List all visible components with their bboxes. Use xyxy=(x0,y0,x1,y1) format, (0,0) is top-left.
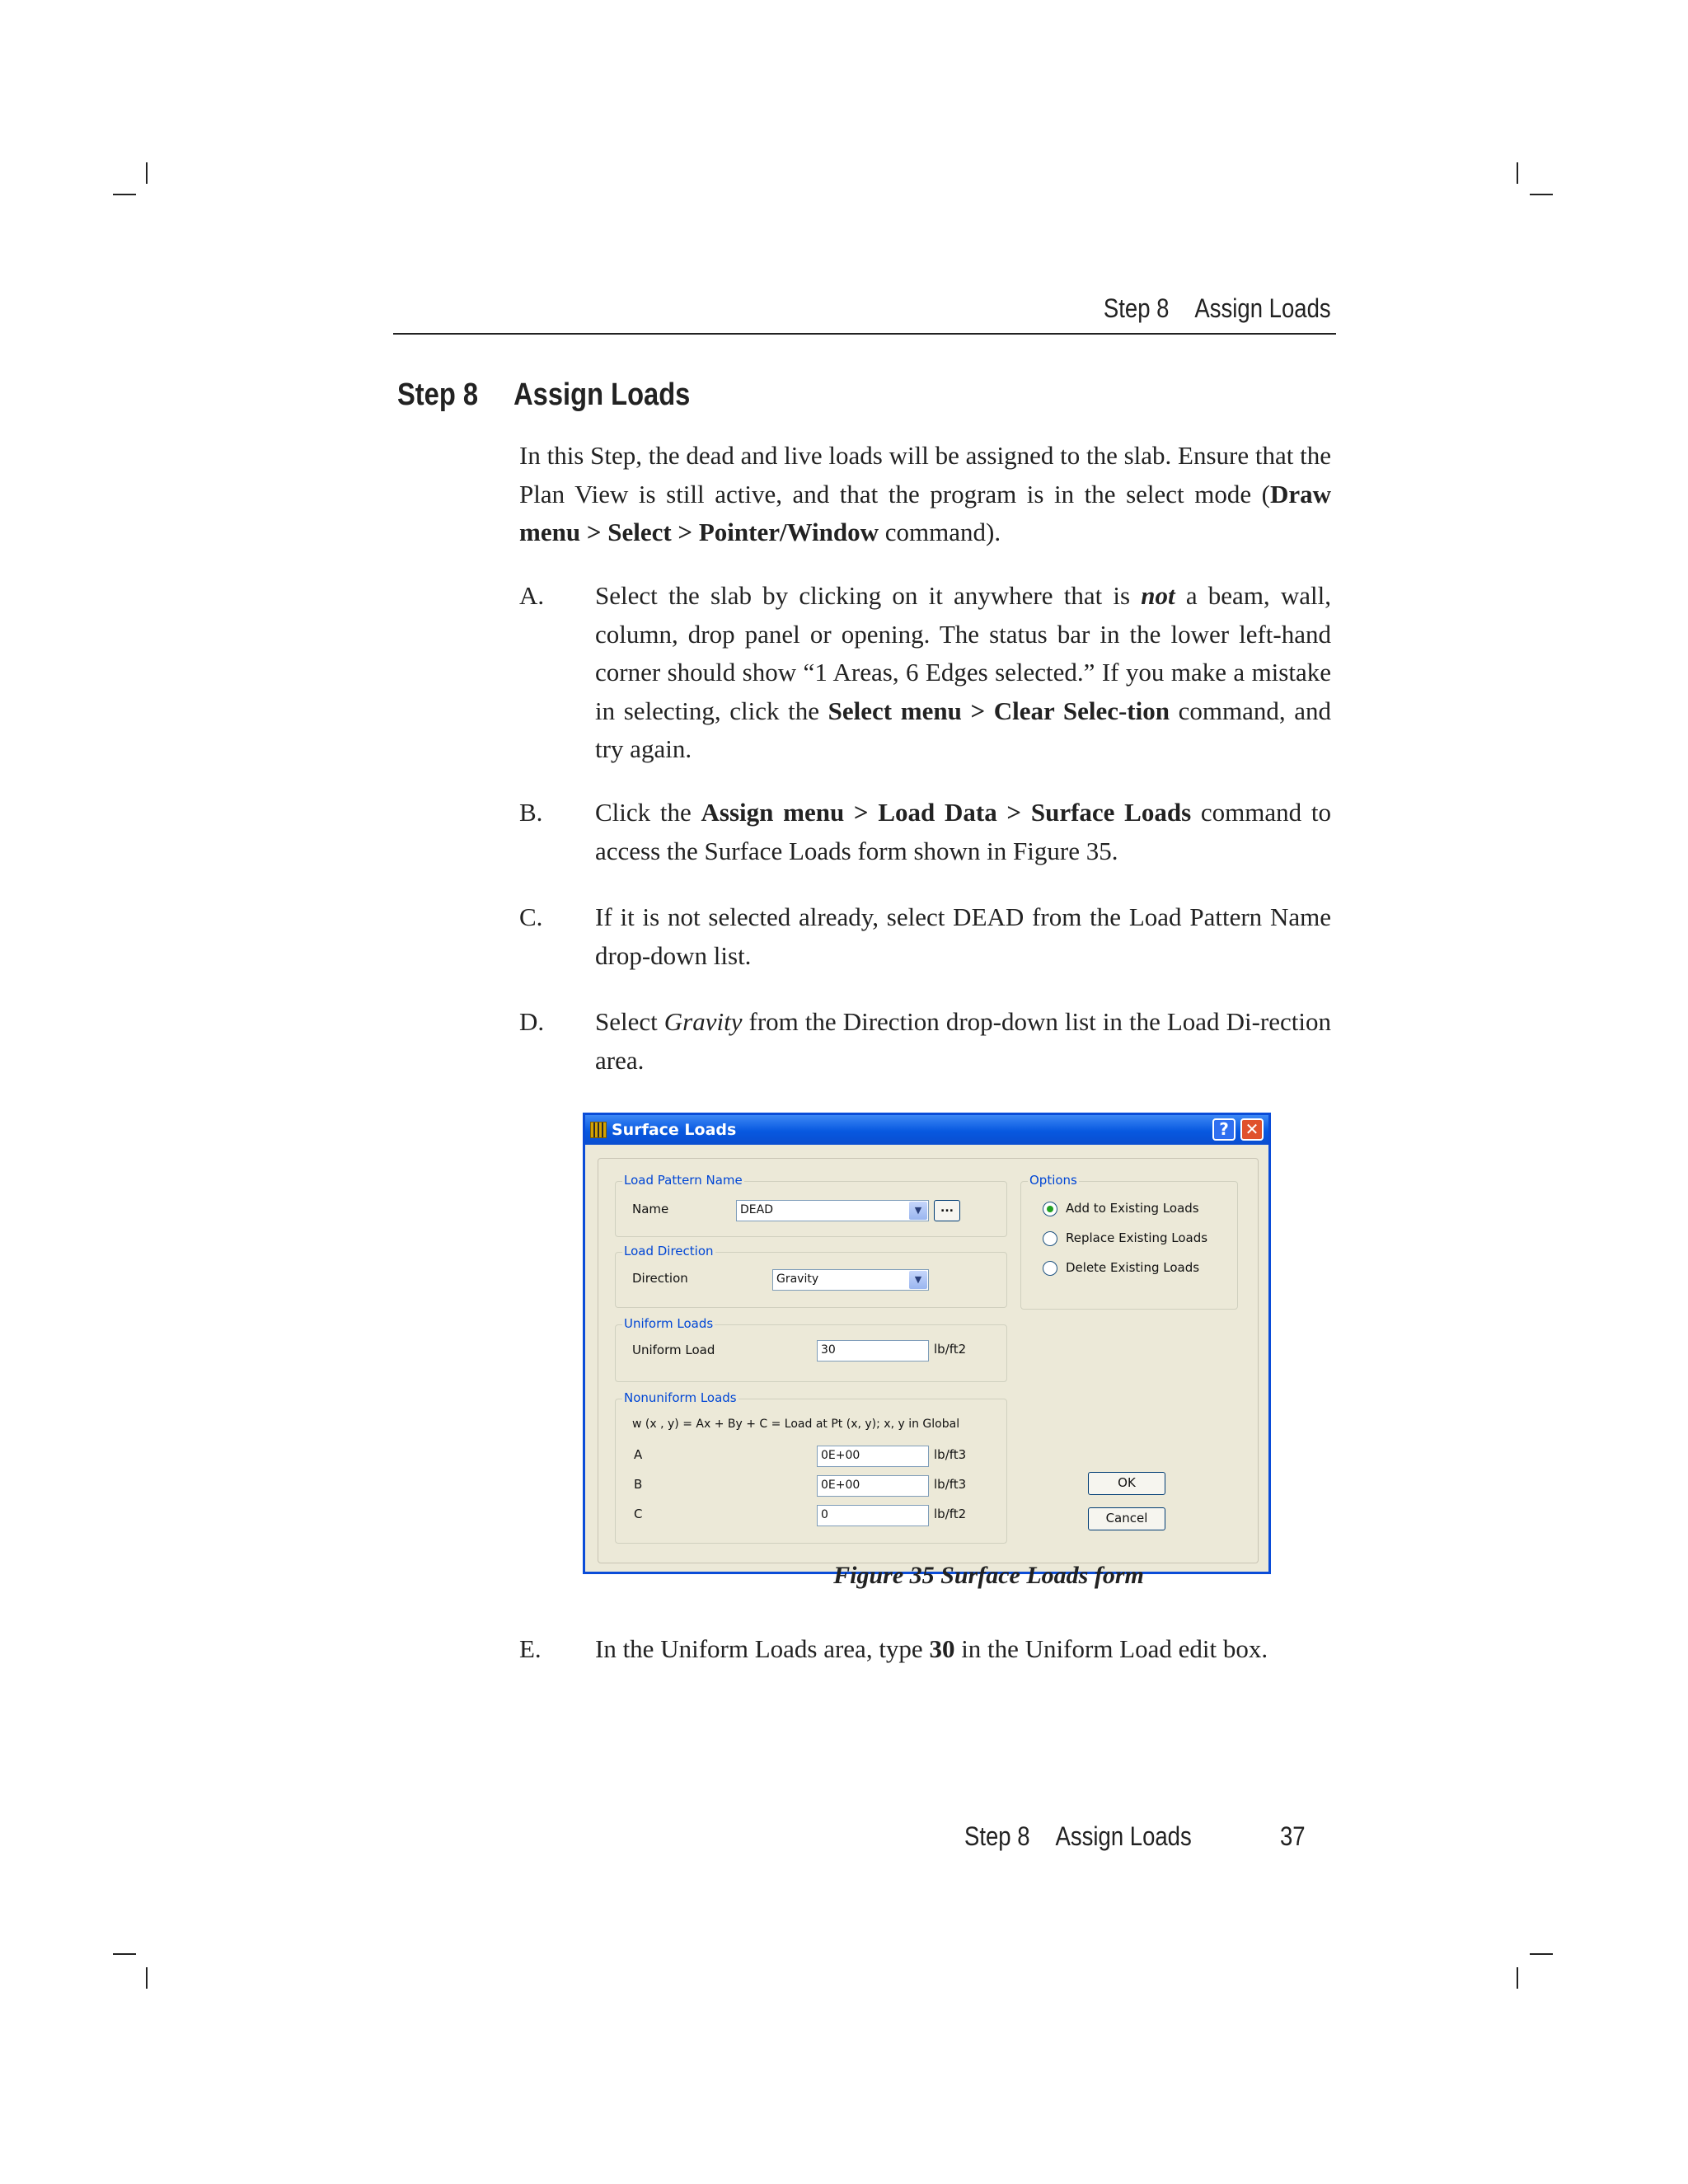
crop-mark xyxy=(146,1967,148,1989)
item-letter: D. xyxy=(519,1007,545,1036)
uniform-loads-legend: Uniform Loads xyxy=(624,1316,714,1331)
item-d-text: Select Gravity from the Direction drop-down list in the Load Di-rection area. xyxy=(595,1007,1331,1075)
coef-a-unit: lb/ft3 xyxy=(934,1447,967,1462)
running-header xyxy=(393,293,1336,335)
running-footer: Step 8 Assign Loads xyxy=(964,1821,1192,1851)
cancel-button[interactable]: Cancel xyxy=(1088,1507,1165,1530)
section-title: Assign Loads xyxy=(513,377,691,412)
radio-icon[interactable] xyxy=(1043,1261,1057,1276)
item-c-text: If it is not selected already, select DEAD from the Load Pattern Name drop-down list. xyxy=(595,902,1331,970)
item-b-text: Click the Assign menu > Load Data > Surface Loads command to access the Surface Loads form shown in Figure 35. xyxy=(595,798,1331,865)
help-button[interactable]: ? xyxy=(1212,1118,1236,1141)
uniform-load-unit: lb/ft2 xyxy=(934,1342,967,1357)
intro-paragraph: In this Step, the dead and live loads will be assigned to the slab. Ensure that the Plan View is still active, and that the program is in the select mode (Draw menu > Select > Pointer/Window command). xyxy=(519,441,1331,546)
page-number: 37 xyxy=(1280,1821,1306,1851)
item-letter: B. xyxy=(519,798,543,827)
item-letter: C. xyxy=(519,902,543,931)
nonuniform-formula: w (x , y) = Ax + By + C = Load at Pt (x, y); x, y in Global xyxy=(632,1418,960,1431)
nonuniform-loads-group xyxy=(615,1390,1007,1544)
crop-mark xyxy=(1530,194,1553,195)
coef-c-unit: lb/ft2 xyxy=(934,1507,967,1521)
section-step: Step 8 xyxy=(397,377,479,412)
crop-mark xyxy=(1530,1953,1553,1955)
radio-icon[interactable] xyxy=(1043,1231,1057,1246)
surface-loads-dialog xyxy=(583,1113,1271,1574)
radio-selected-icon[interactable] xyxy=(1043,1202,1057,1216)
coef-b-input[interactable]: 0E+00 xyxy=(817,1475,929,1497)
chevron-down-icon[interactable]: ▼ xyxy=(909,1271,927,1289)
app-icon xyxy=(590,1122,607,1138)
direction-label: Direction xyxy=(632,1271,688,1286)
coef-c-label: C xyxy=(634,1507,643,1521)
load-direction-group xyxy=(615,1244,1007,1308)
coef-b-unit: lb/ft3 xyxy=(934,1477,967,1492)
crop-mark xyxy=(1517,162,1518,184)
crop-mark xyxy=(1517,1967,1518,1989)
options-legend: Options xyxy=(1029,1173,1077,1188)
dialog-title: Surface Loads xyxy=(612,1121,737,1139)
load-direction-legend: Load Direction xyxy=(624,1244,714,1258)
coef-a-input[interactable]: 0E+00 xyxy=(817,1446,929,1467)
load-pattern-name-dropdown[interactable]: DEAD ▼ xyxy=(736,1200,929,1221)
item-e-text: In the Uniform Loads area, type 30 in the Uniform Load edit box. xyxy=(595,1634,1268,1663)
item-letter: E. xyxy=(519,1634,542,1663)
uniform-load-input[interactable]: 30 xyxy=(817,1340,929,1361)
name-label: Name xyxy=(632,1202,669,1216)
direction-dropdown[interactable]: Gravity ▼ xyxy=(772,1269,929,1291)
define-load-pattern-button[interactable]: ... xyxy=(934,1200,960,1221)
figure-caption: Figure 35 Surface Loads form xyxy=(833,1562,1144,1589)
crop-mark xyxy=(146,162,148,184)
running-header-text: Step 8 Assign Loads xyxy=(1104,293,1331,323)
coef-b-label: B xyxy=(634,1477,643,1492)
coef-a-label: A xyxy=(634,1447,643,1462)
item-letter: A. xyxy=(519,581,545,610)
coef-c-input[interactable]: 0 xyxy=(817,1505,929,1526)
item-a-text: Select the slab by clicking on it anywhere that is not a beam, wall, column, drop panel or opening. The status bar in the lower left-hand corner should show “1 Areas, 6 Edges selected.” If you make a mistake in selecting, click the Select menu > Clear Selec-tion command, and try again. xyxy=(595,581,1331,763)
uniform-loads-group xyxy=(615,1316,1007,1382)
crop-mark xyxy=(113,1953,136,1955)
dialog-titlebar xyxy=(585,1115,1268,1145)
load-pattern-group xyxy=(615,1173,1007,1237)
close-button[interactable]: ✕ xyxy=(1240,1118,1264,1141)
chevron-down-icon[interactable]: ▼ xyxy=(909,1202,927,1220)
crop-mark xyxy=(113,194,136,195)
nonuniform-loads-legend: Nonuniform Loads xyxy=(624,1390,737,1405)
options-group: Options Add to Existing Loads Replace Existing Loads Delete Existing Loads xyxy=(1020,1181,1238,1310)
section-heading xyxy=(397,377,690,413)
ok-button[interactable]: OK xyxy=(1088,1472,1165,1495)
uniform-load-label: Uniform Load xyxy=(632,1343,715,1357)
load-pattern-legend: Load Pattern Name xyxy=(624,1173,743,1188)
